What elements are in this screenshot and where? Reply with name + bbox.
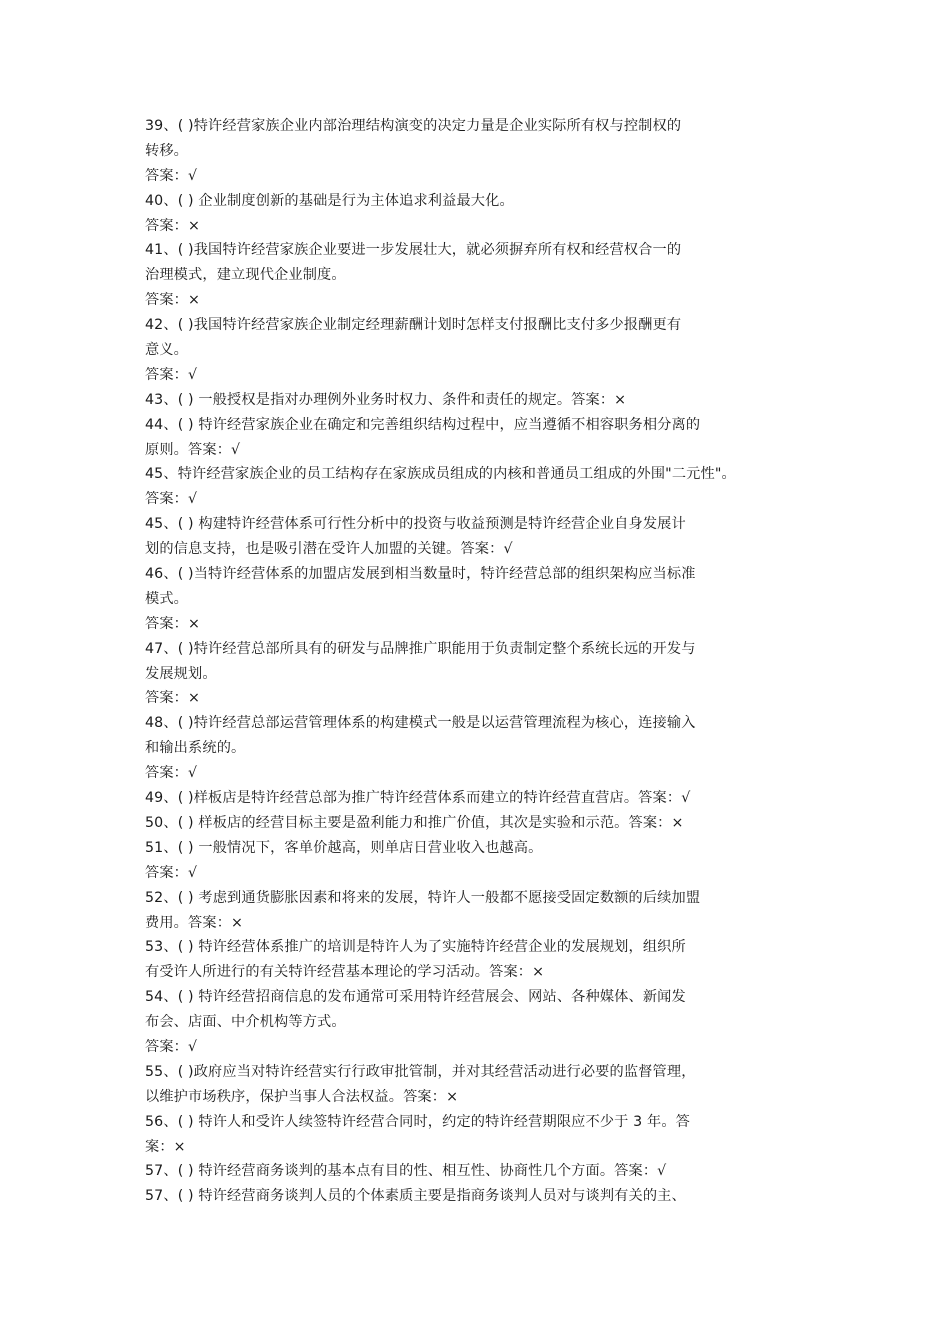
answer-line: 答案：× bbox=[145, 615, 201, 632]
text-line: 意义。 bbox=[145, 342, 189, 359]
text-line: 43、( ) 一般授权是指对办理例外业务时权力、条件和责任的规定。答案：× bbox=[145, 391, 627, 408]
text-line: 案：× bbox=[145, 1138, 186, 1155]
text-line: 治理模式，建立现代企业制度。 bbox=[145, 267, 346, 284]
answer-line: 答案：√ bbox=[145, 765, 198, 782]
text-line: 划的信息支持，也是吸引潜在受许人加盟的关键。答案：√ bbox=[145, 541, 513, 558]
text-line: 55、( )政府应当对特许经营实行行政审批管制，并对其经营活动进行必要的监督管理， bbox=[145, 1063, 696, 1080]
answer-line: 答案：× bbox=[145, 292, 201, 309]
text-line: 45、( ) 构建特许经营体系可行性分析中的投资与收益预测是特许经营企业自身发展计 bbox=[145, 516, 686, 533]
answer-line: 答案：√ bbox=[145, 366, 198, 383]
answer-line: 答案：√ bbox=[145, 491, 198, 508]
text-line: 57、( ) 特许经营商务谈判人员的个体素质主要是指商务谈判人员对与谈判有关的主、 bbox=[145, 1188, 686, 1205]
text-line: 46、( )当特许经营体系的加盟店发展到相当数量时，特许经营总部的组织架构应当标准 bbox=[145, 566, 696, 583]
text-line: 44、( ) 特许经营家族企业在确定和完善组织结构过程中，应当遵循不相容职务相分离的 bbox=[145, 416, 701, 433]
text-line: 56、( ) 特许人和受许人续签特许经营合同时，约定的特许经营期限应不少于 3 年。答 bbox=[145, 1113, 691, 1130]
text-line: 发展规划。 bbox=[145, 665, 217, 682]
answer-line: 答案：√ bbox=[145, 864, 198, 881]
text-line: 模式。 bbox=[145, 590, 189, 607]
text-line: 52、( ) 考虑到通货膨胀因素和将来的发展，特许人一般都不愿接受固定数额的后续加盟 bbox=[145, 889, 701, 906]
text-line: 和输出系统的。 bbox=[145, 740, 246, 757]
text-line: 45、特许经营家族企业的员工结构存在家族成员组成的内核和普通员工组成的外围"二元性"。 bbox=[145, 466, 736, 483]
text-line: 57、( ) 特许经营商务谈判的基本点有目的性、相互性、协商性几个方面。答案：√ bbox=[145, 1163, 667, 1180]
text-line: 有受许人所进行的有关特许经营基本理论的学习活动。答案：× bbox=[145, 964, 545, 981]
text-line: 原则。答案：√ bbox=[145, 441, 241, 458]
text-line: 48、( )特许经营总部运营管理体系的构建模式一般是以运营管理流程为核心，连接输入 bbox=[145, 715, 696, 732]
text-line: 54、( ) 特许经营招商信息的发布通常可采用特许经营展会、网站、各种媒体、新闻发 bbox=[145, 989, 686, 1006]
text-line: 以维护市场秩序，保护当事人合法权益。答案：× bbox=[145, 1088, 459, 1105]
text-line: 41、( )我国特许经营家族企业要进一步发展壮大，就必须摒弃所有权和经营权合一的 bbox=[145, 242, 682, 259]
answer-line: 答案：× bbox=[145, 217, 201, 234]
text-line: 50、( ) 样板店的经营目标主要是盈利能力和推广价值，其次是实验和示范。答案：× bbox=[145, 814, 684, 831]
text-line: 53、( ) 特许经营体系推广的培训是特许人为了实施特许经营企业的发展规划，组织所 bbox=[145, 939, 686, 956]
answer-line: 答案：√ bbox=[145, 167, 198, 184]
text-line: 布会、店面、中介机构等方式。 bbox=[145, 1014, 346, 1031]
text-line: 39、( )特许经营家族企业内部治理结构演变的决定力量是企业实际所有权与控制权的 bbox=[145, 118, 682, 134]
text-line: 49、( )样板店是特许经营总部为推广特许经营体系而建立的特许经营直营店。答案：√ bbox=[145, 790, 691, 807]
text-line: 转移。 bbox=[145, 142, 189, 159]
text-line: 47、( )特许经营总部所具有的研发与品牌推广职能用于负责制定整个系统长远的开发与 bbox=[145, 640, 696, 657]
answer-line: 答案：× bbox=[145, 690, 201, 707]
document-body bbox=[145, 114, 817, 1209]
text-line: 40、( ) 企业制度创新的基础是行为主体追求利益最大化。 bbox=[145, 192, 514, 209]
text-line: 51、( ) 一般情况下，客单价越高，则单店日营业收入也越高。 bbox=[145, 839, 543, 856]
answer-line: 答案：√ bbox=[145, 1038, 198, 1055]
text-line: 42、( )我国特许经营家族企业制定经理薪酬计划时怎样支付报酬比支付多少报酬更有 bbox=[145, 317, 682, 334]
text-line: 费用。答案：× bbox=[145, 914, 244, 931]
